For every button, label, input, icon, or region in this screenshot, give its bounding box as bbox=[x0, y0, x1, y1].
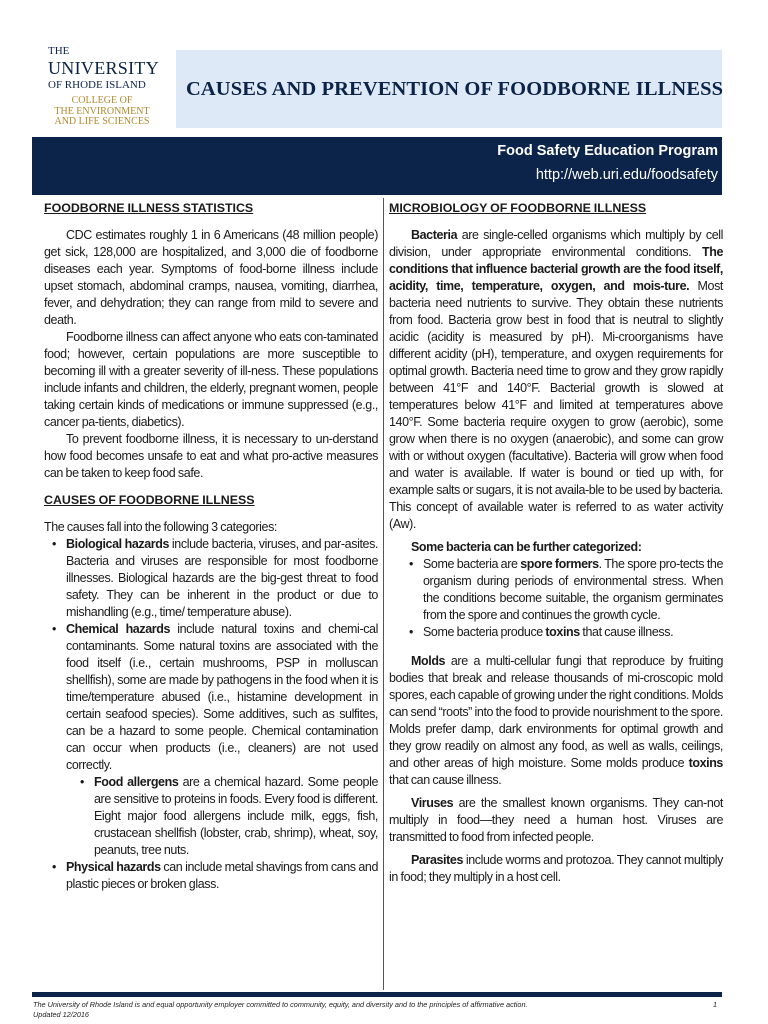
bold-term: The conditions that influence bacterial growth are the food itself, acidity, time, temperature, oxygen, and mois-ture. bbox=[389, 245, 723, 293]
section-heading: FOODBORNE ILLNESS STATISTICS bbox=[44, 201, 254, 215]
program-url[interactable]: http://web.uri.edu/foodsafety bbox=[535, 167, 718, 183]
list-item bbox=[44, 774, 378, 859]
list-item bbox=[44, 859, 378, 893]
bold-term: toxins bbox=[545, 625, 580, 639]
text-run: Some bacteria produce bbox=[423, 625, 546, 639]
logo-college-line: THE ENVIRONMENT bbox=[54, 105, 150, 117]
text-run: To prevent foodborne illness, it is necessary to un-derstand how food becomes unsafe to eat and what pro-active measures can be taken to keep food safe. bbox=[44, 432, 378, 480]
text-run: CDC estimates roughly 1 in 6 Americans (48 million people) get sick, 128,000 are hospitalized, and 3,000 die of foodborne diseases each year. Symptoms of food-borne illness include upset stomach, abdominal cramps, nausea, vomiting, diarrhea, fever, and dehydration; they can range from mild to severe and death. bbox=[44, 228, 378, 327]
list-item bbox=[401, 556, 723, 624]
bold-term: spore formers bbox=[520, 557, 599, 571]
text-run: include bacteria, viruses, and par-asites. Bacteria and viruses are responsible for most foodborne illnesses. Biological hazards are the big-gest threat to food safety. They can be inherent in the product or due to mishandling (e.g., time/ temperature abuse). bbox=[66, 537, 379, 619]
paragraph bbox=[389, 227, 723, 533]
text-run: that can cause illness. bbox=[389, 773, 502, 787]
text-run: Foodborne illness can affect anyone who eats con-taminated food; however, certain populations are more susceptible to becoming ill with a greater severity of ill-ness. These populations include infants and children, the elderly, pregnant women, people taking certain kinds of medications or immune suppressed (e.g., cancer pa-tients, diabetics). bbox=[44, 330, 378, 429]
updated-date: Updated 12/2016 bbox=[33, 1010, 89, 1019]
text-run: that cause illness. bbox=[579, 625, 674, 639]
logo-college-line: AND LIFE SCIENCES bbox=[54, 116, 150, 127]
eeo-statement: The University of Rhode Island is and equal opportunity employer committed to community, equity, and diversity and to the principles of affirmative action. bbox=[33, 1000, 528, 1009]
page-title: CAUSES AND PREVENTION OF FOODBORNE ILLNESS bbox=[186, 78, 724, 100]
text-run: Most bacteria need nutrients to survive. They obtain these nutrients from food. Bacteria grow best in food that is neutral to slightly acidic (acidity is measured by pH). Mi-croorganisms have different acidity (pH), temperature, and oxygen requirements for optimal growth. Bacteria need time to grow and they grow rapidly between 41°F and 140°F. Bacterial growth is slowed at temperatures below 41°F and limited at temperatures above 140°F. Some bacteria require oxygen to grow (aerobic), some grow when there is no oxygen (anaerobic), and some can grow with or without oxygen (facultative). Bacteria will grow when food and water is available. If water is bound or tied up with, for example salts or sugars, it is not availa-ble to be used by bacteria. This concept of available water is referred to as water activity (Aw). bbox=[389, 279, 724, 531]
text-run: include natural toxins and chemi-cal contaminants. Some natural toxins are associated with the food itself (i.e., certain mushrooms, PSP in molluscan shellfish), some are made by pathogens in the food when it is time/temperature abused (i.e., histamine development in certain seafood species). Some additives, such as sulfites, can be a hazard to some people. Chemical contamination can occur when products (i.e., cleaners) are not used correctly. bbox=[66, 622, 378, 772]
bold-term: Chemical hazards bbox=[66, 622, 171, 636]
program-band bbox=[32, 137, 722, 195]
section-heading: CAUSES OF FOODBORNE ILLNESS bbox=[44, 493, 255, 507]
column-divider bbox=[383, 198, 384, 990]
page-number: 1 bbox=[712, 1000, 717, 1009]
logo-college-line: COLLEGE OF bbox=[71, 95, 133, 106]
paragraph bbox=[44, 329, 378, 431]
bold-term: Bacteria bbox=[411, 228, 458, 242]
footer bbox=[33, 1000, 723, 1020]
logo-line: THE bbox=[48, 45, 70, 57]
uri-logo bbox=[48, 46, 160, 128]
footer-bar bbox=[32, 992, 722, 997]
program-name: Food Safety Education Program bbox=[497, 143, 718, 159]
text-run: are the smallest known organisms. They can-not multiply in food—they need a human host. Viruses are transmitted to food from infected people. bbox=[389, 796, 723, 844]
list-item bbox=[401, 624, 723, 641]
hazard-list bbox=[44, 536, 378, 893]
bold-term: Molds bbox=[411, 654, 446, 668]
logo-line: UNIVERSITY bbox=[48, 58, 159, 78]
text-run: can include metal shavings from cans and plastic pieces or broken glass. bbox=[66, 860, 378, 891]
list-item bbox=[44, 536, 378, 621]
paragraph bbox=[44, 227, 378, 329]
text-run: are single-celled organisms which multiply by cell division, under appropriate environmental conditions. bbox=[389, 228, 723, 259]
bacteria-list bbox=[389, 556, 723, 641]
left-column bbox=[44, 200, 378, 893]
text-run: Some bacteria are bbox=[423, 557, 521, 571]
bold-term: Physical hazards bbox=[66, 860, 161, 874]
right-column bbox=[389, 200, 723, 886]
bold-term: Biological hazards bbox=[66, 537, 170, 551]
text-run: . The spore pro-tects the organism during periods of environmental stress. When the conditions become suitable, the organism germinates from the spore and continues the growth cycle. bbox=[423, 557, 724, 622]
paragraph bbox=[389, 653, 723, 789]
paragraph bbox=[389, 795, 723, 846]
bold-term: Food allergens bbox=[94, 775, 179, 789]
paragraph bbox=[389, 852, 723, 886]
title-box bbox=[176, 50, 722, 128]
text-run: include worms and protozoa. They cannot multiply in food; they multiply in a host cell. bbox=[389, 853, 723, 884]
subheading: Some bacteria can be further categorized: bbox=[411, 540, 642, 554]
text-run: are a chemical hazard. Some people are sensitive to proteins in foods. Every food is different. Eight major food allergens include milk, eggs, fish, crustacean shellfish (lobster, crab, shrimp), wheat, soy, peanuts, tree nuts. bbox=[94, 775, 379, 857]
paragraph: The causes fall into the following 3 categories: bbox=[44, 520, 278, 534]
list-item bbox=[44, 621, 378, 774]
section-heading: MICROBIOLOGY OF FOODBORNE ILLNESS bbox=[389, 201, 647, 215]
paragraph bbox=[44, 431, 378, 482]
bold-term: Parasites bbox=[411, 853, 463, 867]
text-run: are a multi-cellular fungi that reproduce by fruiting bodies that break and release thousands of mi-croscopic mold spores, each capable of growing under the right conditions. Molds can send “roots” into the food to provide nourishment to the spore. Molds prefer damp, dark environments for optimal growth and they grow readily on almost any food, as well as walls, ceilings, and other areas of high moisture. Some molds produce bbox=[389, 654, 723, 770]
bold-term: toxins bbox=[688, 756, 723, 770]
logo-line: OF RHODE ISLAND bbox=[48, 79, 146, 91]
bold-term: Viruses bbox=[411, 796, 454, 810]
